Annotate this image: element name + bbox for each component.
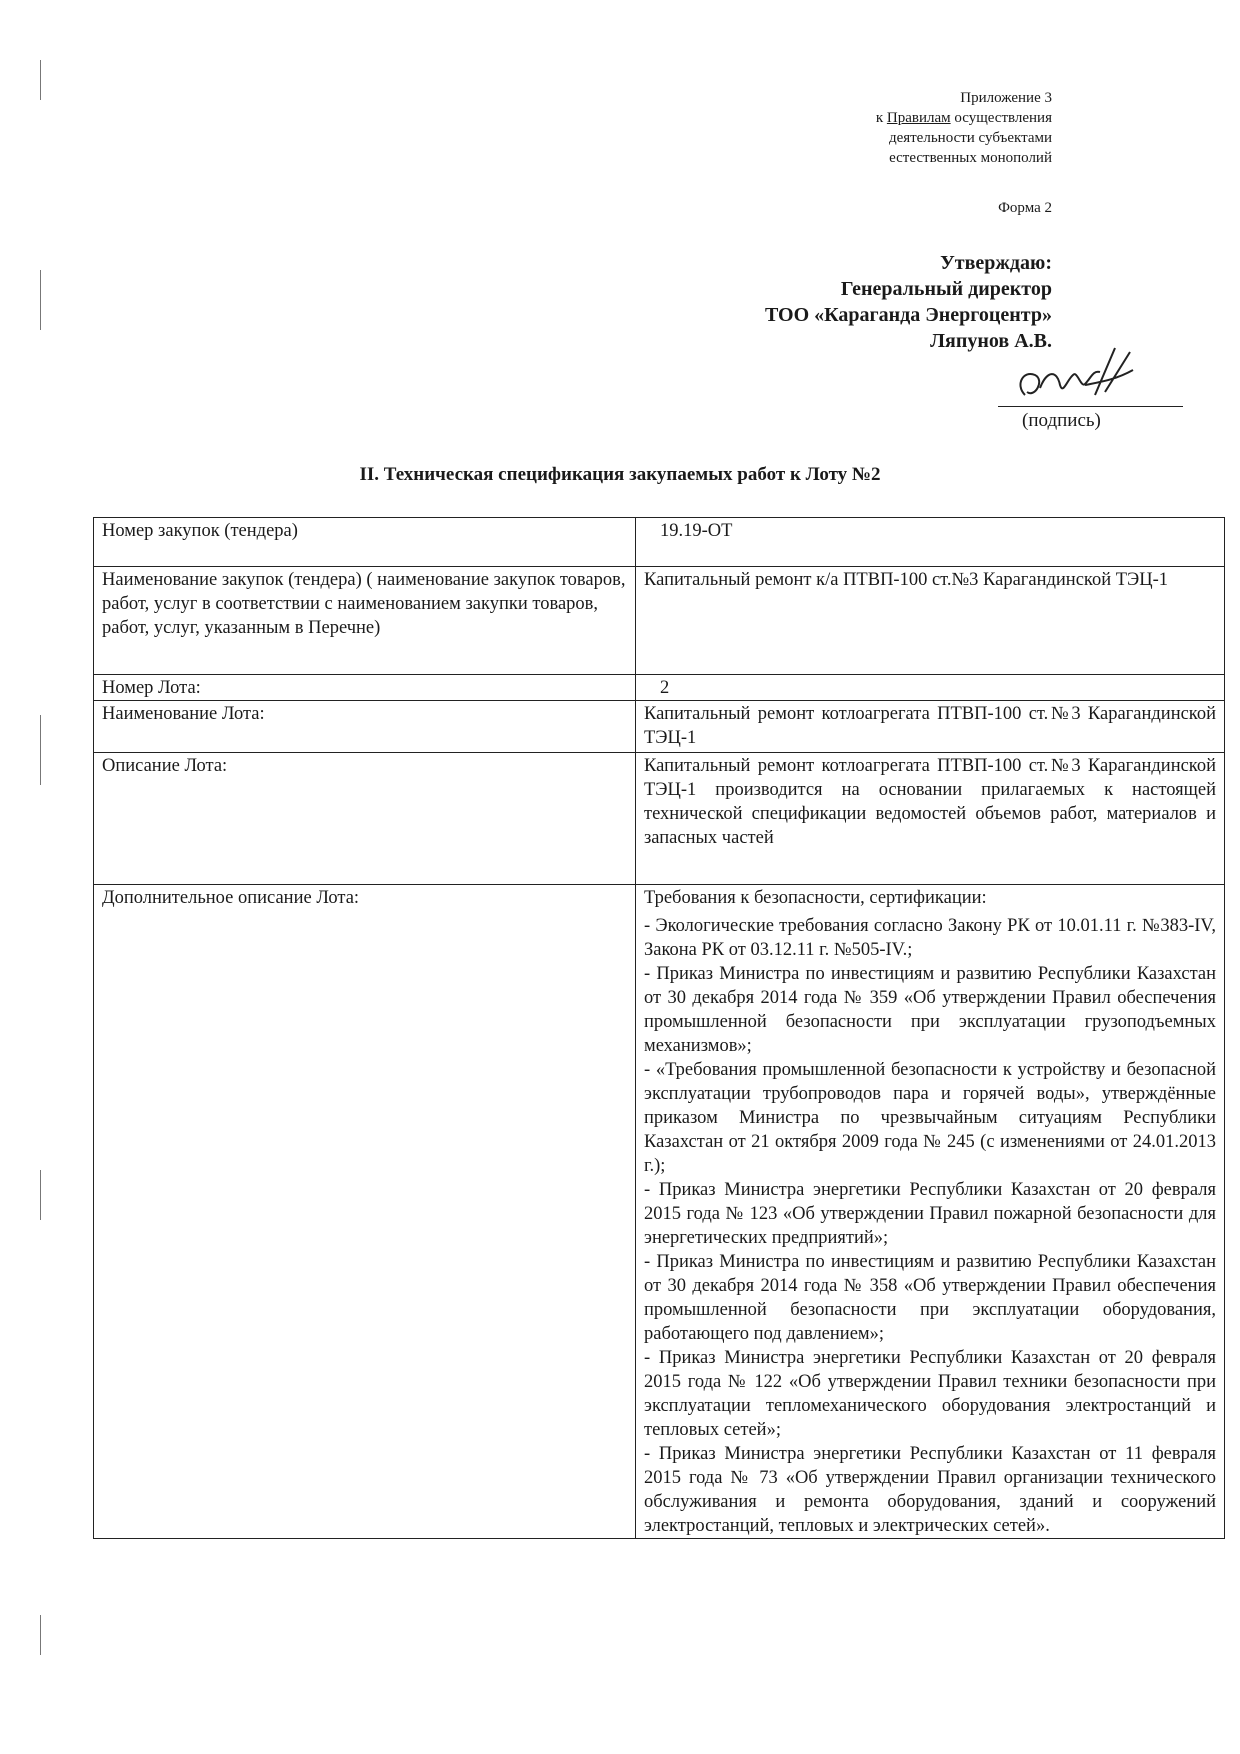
row-value: Капитальный ремонт котлоагрегата ПТВП-100 ст.№3 Карагандинской ТЭЦ-1: [636, 701, 1225, 753]
row-value: Капитальный ремонт к/а ПТВП-100 ст.№3 Карагандинской ТЭЦ-1: [636, 567, 1225, 675]
row-label: Наименование Лота:: [94, 701, 636, 753]
signature-line: [998, 406, 1183, 407]
approval-line-1: Утверждаю:: [940, 252, 1052, 274]
page-title: II. Техническая спецификация закупаемых работ к Лоту №2: [359, 464, 881, 485]
appendix-line-3: деятельности субъектами: [888, 130, 1052, 146]
form-number: Форма 2: [998, 200, 1052, 216]
appendix-line-2: к Правилам осуществления: [875, 110, 1052, 126]
approval-line-4: Ляпунов А.В.: [930, 330, 1052, 352]
requirement-item: - «Требования промышленной безопасности к устройству и безопасной эксплуатации трубопроводов пара и горячей воды», утверждённые приказом Министра по чрезвычайным ситуациям Республики Казахстан от 21 октября 2009 года № 245 (с изменениями от 24.01.2013 г.);: [644, 1060, 1216, 1176]
table-row: [94, 675, 1225, 701]
row-label: Номер закупок (тендера): [94, 518, 636, 567]
table-row: [94, 885, 1225, 1539]
table-row: [94, 567, 1225, 675]
rules-link[interactable]: Правилам: [886, 110, 951, 126]
appendix-line-1: Приложение 3: [960, 90, 1052, 106]
row-value: [636, 885, 1225, 1539]
requirement-item: - Приказ Министра энергетики Республики Казахстан от 20 февраля 2015 года № 122 «Об утверждении Правил техники безопасности при эксплуатации тепломеханического оборудования электростанций и тепловых сетей»;: [644, 1348, 1216, 1440]
approval-block: [765, 250, 1052, 354]
table-row: [94, 701, 1225, 753]
appendix-header: [876, 88, 1052, 168]
row-label: Наименование закупок (тендера) ( наименование закупок товаров, работ, услуг в соответствии с наименованием закупки товаров, работ, услуг, указанным в Перечне): [94, 567, 636, 675]
handwritten-signature: [1005, 340, 1145, 410]
requirement-item: - Приказ Министра по инвестициям и развитию Республики Казахстан от 30 декабря 2014 года № 358 «Об утверждении Правил обеспечения промышленной безопасности при эксплуатации оборудования, работающего под давлением»;: [644, 1252, 1216, 1344]
row-label: Дополнительное описание Лота:: [94, 885, 636, 1539]
approval-line-3: ТОО «Караганда Энергоцентр»: [764, 304, 1052, 326]
specification-table: [93, 517, 1225, 1539]
signature-caption: (подпись): [1022, 410, 1101, 431]
approval-line-2: Генеральный директор: [840, 278, 1052, 300]
row-value: 2: [636, 675, 1225, 701]
requirement-item: - Приказ Министра по инвестициям и развитию Республики Казахстан от 30 декабря 2014 года № 359 «Об утверждении Правил обеспечения промышленной безопасности при эксплуатации грузоподъемных механизмов»;: [644, 964, 1216, 1056]
row-value: 19.19-ОТ: [636, 518, 1225, 567]
row-label: Описание Лота:: [94, 753, 636, 885]
scan-margin-marks: [40, 0, 50, 1754]
row-label: Номер Лота:: [94, 675, 636, 701]
table-row: [94, 518, 1225, 567]
row-value: Капитальный ремонт котлоагрегата ПТВП-100 ст.№3 Карагандинской ТЭЦ-1 производится на основании прилагаемых к настоящей технической спецификации ведомостей объемов работ, материалов и запасных частей: [636, 753, 1225, 885]
requirement-item: - Экологические требования согласно Закону РК от 10.01.11 г. №383-IV, Закона РК от 03.12.11 г. №505-IV.;: [644, 916, 1216, 960]
requirement-item: - Приказ Министра энергетики Республики Казахстан от 11 февраля 2015 года № 73 «Об утверждении Правил организации технического обслуживания и ремонта оборудования, зданий и сооружений электростанций, тепловых и электрических сетей».: [644, 1444, 1216, 1536]
requirement-item: - Приказ Министра энергетики Республики Казахстан от 20 февраля 2015 года № 123 «Об утверждении Правил пожарной безопасности для энергетических предприятий»;: [644, 1180, 1216, 1248]
table-row: [94, 753, 1225, 885]
appendix-line-4: естественных монополий: [889, 150, 1052, 166]
requirements-heading: Требования к безопасности, сертификации:: [644, 888, 987, 908]
